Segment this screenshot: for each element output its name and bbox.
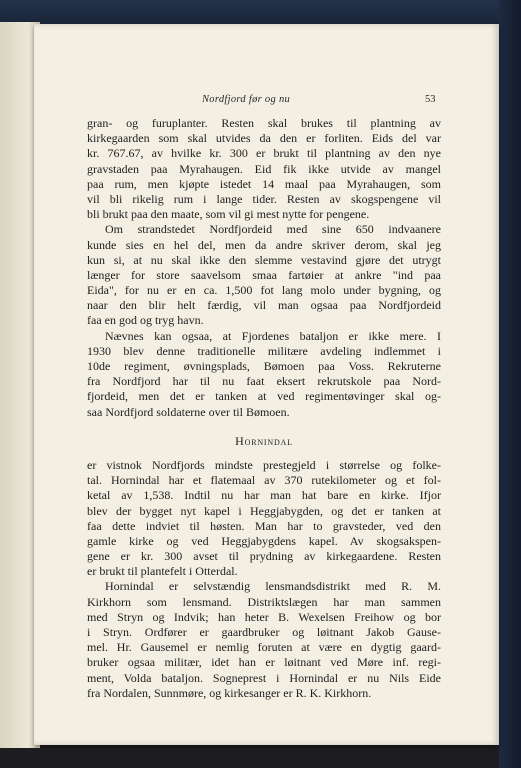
text-line: 10de regiment, øvningsplads, Bømoen paa Voss. Rekruterne [87, 359, 441, 373]
text-line: Kirkhorn som lensmand. Distriktslægen har man sammen [87, 594, 441, 609]
text-line: gene er kr. 300 avset til prydning av kirkegaardene. Resten [87, 549, 441, 564]
text-line: Om strandstedet Nordfjordeid med sine 650 indvaanere [105, 222, 441, 237]
book-cover-right-edge [499, 0, 521, 768]
text-line: ketal av 1,538. Indtil nu har man hat bare en kirke. Ifjor [87, 488, 441, 503]
text-line: kunde sies en hel del, men da andre skriver derom, skal jeg [87, 237, 441, 252]
text-line: er vistnok Nordfjords mindste prestegjeld i størrelse og folke- [87, 457, 441, 472]
text-line: kr. 767.67, av hvilke kr. 300 er brukt til plantning av den nye [87, 146, 441, 161]
text-line: faa dette indviet til høsten. Man har to gravsteder, ved den [87, 518, 441, 533]
text-line: fra Nordfjord har til nu faat eksert rekrutskole paa Nord- [87, 374, 441, 389]
text-line: gamle kirke og ved Heggjabygdens kapel. Av skogsakspen- [87, 533, 441, 548]
page-number: 53 [425, 94, 436, 105]
text-line: kun si, at nu skal ikke den slemme vestavind gjøre det utrygt [87, 252, 441, 267]
text-line: gravstaden paa Myrahaugen. Eid fik ikke utvide av mangel [87, 161, 441, 176]
text-line: Hornindal er selvstændig lensmandsdistrikt med R. M. [105, 579, 441, 594]
text-line: med Stryn og Indvik; han heter B. Wexelsen Freihow og bor [87, 609, 441, 624]
text-line: gran- og furuplanter. Resten skal brukes til plantning av [87, 116, 441, 130]
section-heading: Hornindal [235, 433, 293, 448]
text-line: Eida", for nu er en ca. 1,500 fot lang molo under bygning, og [87, 283, 441, 298]
text-line: blev der bygget nyt kapel i Heggjabygden, og det er tanken at [87, 503, 441, 518]
text-line: tal. Hornindal har et flatemaal av 370 rutekilometer og et fol- [87, 473, 441, 488]
text-line: paa rum, men kjøpte istedet 14 maal paa Myrahaugen, som [87, 176, 441, 191]
text-line: i Stryn. Ordfører er gaardbruker og løitnant Jakob Gause- [87, 625, 441, 639]
text-line: faa en god og tryg havn. [87, 313, 204, 328]
text-line: bruker ogsaa militær, idet han er løitnant ved Møre inf. regi- [87, 655, 441, 670]
text-line: fjordeid, men det er tanken at ved regimentøvinger skal og- [87, 389, 441, 404]
body-text [87, 116, 441, 701]
text-line: 1930 blev denne traditionelle militære avdeling indlemmet i [87, 343, 441, 358]
running-head [34, 94, 499, 110]
text-line: mel. Hr. Gausemel er nemlig foruten at være en dygtig gaard- [87, 640, 441, 655]
text-line: fra Nordalen, Sunnmøre, og kirkesanger er R. K. Kirkhorn. [87, 685, 372, 700]
text-line: saa Nordfjord soldaterne over til Bømoen. [87, 404, 290, 419]
text-line: bli brukt paa den maate, som vil gi mest nytte for pengene. [87, 207, 370, 222]
text-line: kirkegaarden som skal utvides da den er forliten. Eids del var [87, 131, 441, 146]
text-line: ment, Volda bataljon. Sogneprest i Hornindal er nu Nils Eide [87, 670, 441, 685]
text-line: naar den blir helt færdig, vil man ogsaa paa Nordfjordeid [87, 298, 441, 313]
text-line: vil bli rikelig rum i lange tider. Resten av skogspengene vil [87, 191, 441, 206]
running-title: Nordfjord før og nu [202, 94, 291, 105]
book-cover-top-edge [0, 0, 521, 26]
text-line: Nævnes kan ogsaa, at Fjordenes bataljon er ikke mere. I [105, 328, 441, 343]
text-line: er brukt til plantefelt i Otterdal. [87, 564, 238, 579]
book-page [34, 24, 499, 745]
text-line: længer for store saavelsom smaa fartøier at ankre "ind paa [87, 267, 441, 282]
